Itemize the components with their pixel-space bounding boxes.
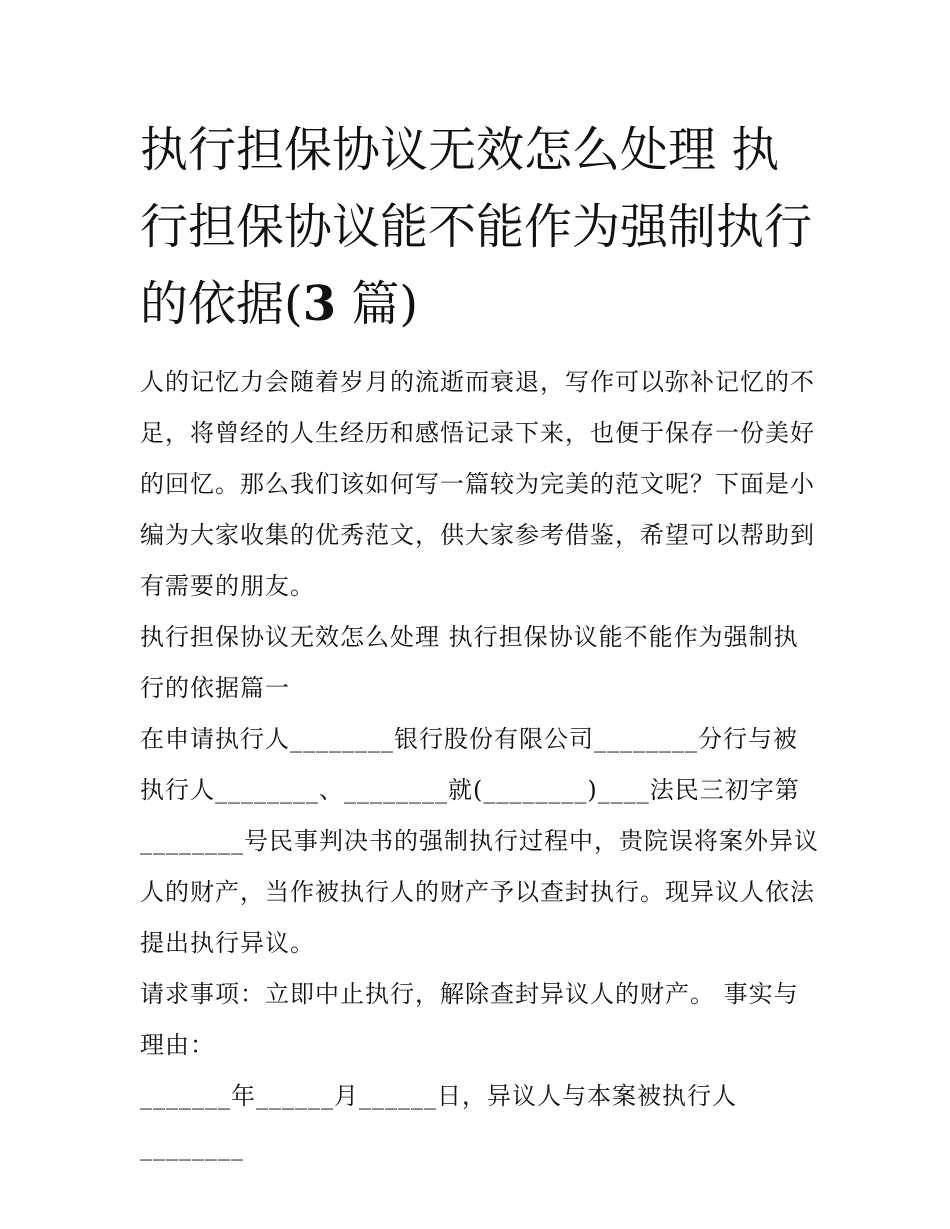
body-paragraph-3: _______年______月______日，异议人与本案被执行人________ xyxy=(140,1082,737,1161)
intro-paragraph: 人的记忆力会随着岁月的流逝而衰退，写作可以弥补记忆的不足，将曾经的人生经历和感悟记录下来，也便于保存一份美好的回忆。那么我们该如何写一篇较为完美的范文呢？下面是小编为大家收集的优秀范文，供大家参考借鉴，希望可以帮助到有需要的朋友。 xyxy=(140,368,815,600)
document-title xyxy=(140,112,820,343)
title-text-suffix: 篇) xyxy=(336,276,419,332)
body-paragraph-2: 请求事项：立即中止执行，解除查封异议人的财产。 事实与理由： xyxy=(140,980,799,1059)
body-paragraph-1: 在申请执行人________银行股份有限公司________分行与被执行人________、________就(________)____法民三初字第________号民事判决书的强制执行过程中，贵院误将案外异议人的财产，当作被执行人的财产予以查封执行。现异议人依法提出执行异议。 xyxy=(140,725,819,957)
title-count: 3 xyxy=(302,276,337,332)
document-page xyxy=(140,112,820,1173)
title-text-main: 执行担保协议无效怎么处理 执行担保协议能不能作为强制执行的依据( xyxy=(140,122,813,332)
section-heading: 执行担保协议无效怎么处理 执行担保协议能不能作为强制执行的依据篇一 xyxy=(140,623,799,702)
